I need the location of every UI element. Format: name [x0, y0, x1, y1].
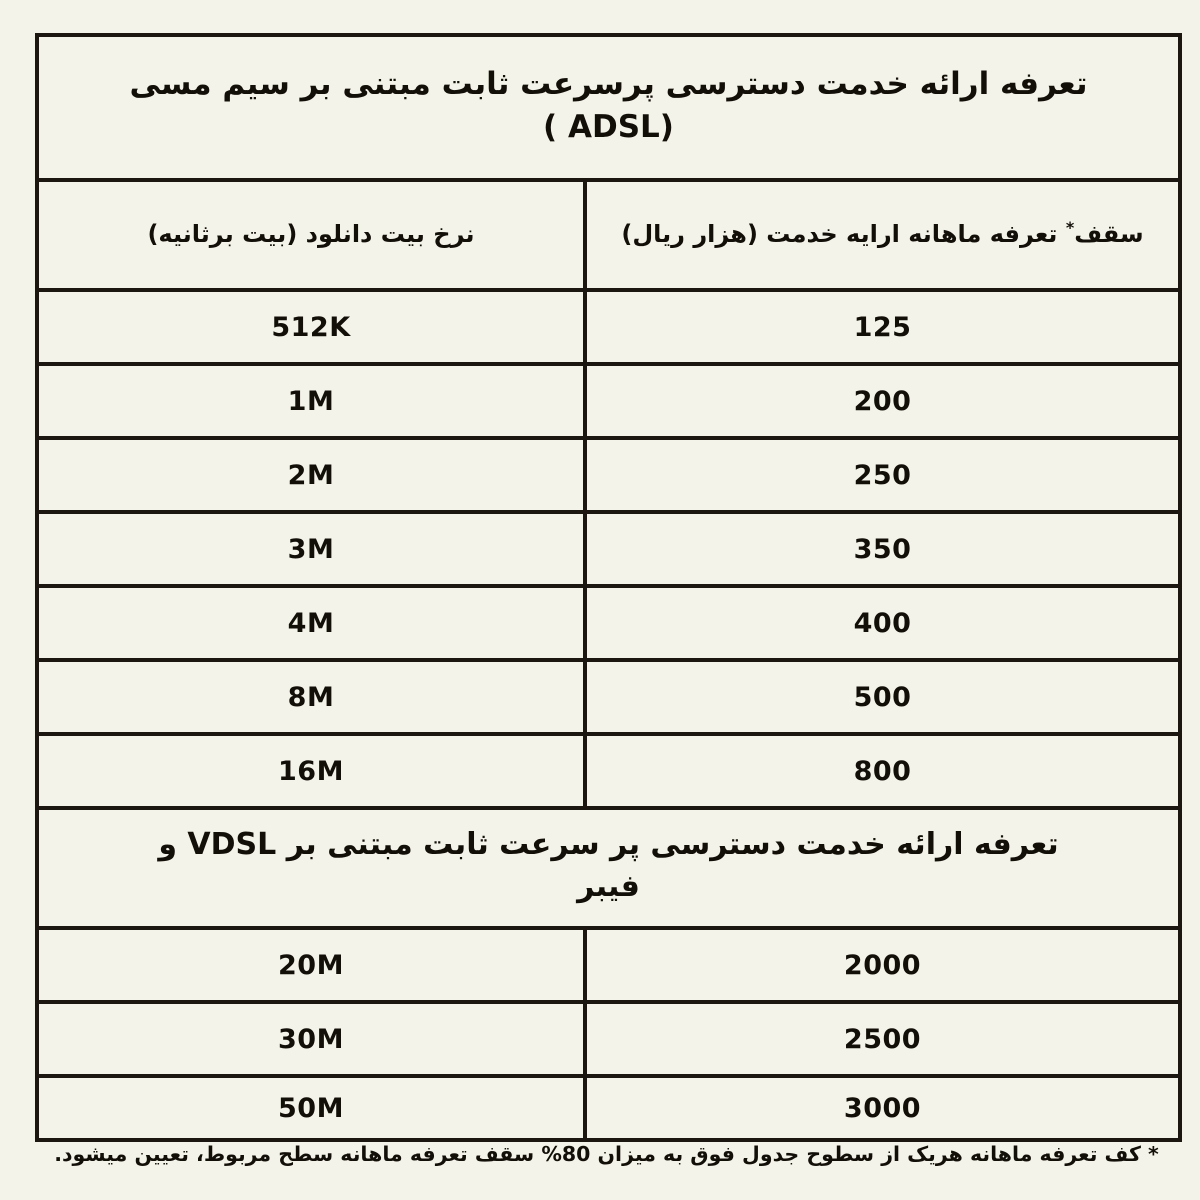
cell-price: 3000: [585, 1076, 1180, 1140]
header-price-label: [597, 219, 1168, 250]
cell-price: 400: [585, 586, 1180, 660]
adsl-section-title: [37, 35, 1180, 180]
adsl-title-row: [37, 35, 1180, 180]
table-footnote: * کف تعرفه ماهانه هریک از سطوح جدول فوق به میزان 80% سقف تعرفه ماهانه سطح مربوط، تعیین میشود.: [54, 1142, 1159, 1166]
vdsl-title-row: [37, 808, 1180, 928]
header-rate-label: نرخ بیت دانلود (بیت برثانیه): [147, 220, 475, 249]
vdsl-title-line-2: فیبر: [577, 869, 640, 904]
table-row: [37, 734, 1180, 808]
cell-rate: 2M: [37, 438, 585, 512]
table-row: [37, 586, 1180, 660]
cell-rate: 16M: [37, 734, 585, 808]
table-row: [37, 1076, 1180, 1140]
cell-price: 800: [585, 734, 1180, 808]
column-header-row: [37, 180, 1180, 290]
vdsl-title-line-1: تعرفه ارائه خدمت دسترسی پر سرعت ثابت مبتنی بر VDSL و: [158, 827, 1059, 863]
cell-rate: 8M: [37, 660, 585, 734]
cell-rate: 512K: [37, 290, 585, 364]
cell-price: 250: [585, 438, 1180, 512]
cell-rate: 20M: [37, 928, 585, 1002]
header-price-word: سقف: [1074, 220, 1144, 249]
table-row: [37, 1002, 1180, 1076]
cell-rate: 50M: [37, 1076, 585, 1140]
cell-price: 200: [585, 364, 1180, 438]
table-row: [37, 438, 1180, 512]
cell-rate: 4M: [37, 586, 585, 660]
cell-price: 125: [585, 290, 1180, 364]
cell-rate: 1M: [37, 364, 585, 438]
header-price-asterisk: *: [1065, 218, 1075, 238]
header-price-rest: تعرفه ماهانه ارایه خدمت (هزار ریال): [621, 220, 1066, 249]
table-row: [37, 660, 1180, 734]
vdsl-section-title: [37, 808, 1180, 928]
table-row: [37, 364, 1180, 438]
cell-price: 2500: [585, 1002, 1180, 1076]
table-body: [37, 35, 1180, 1140]
table-row: [37, 928, 1180, 1002]
adsl-title-line-1: تعرفه ارائه خدمت دسترسی پرسرعت ثابت مبتنی بر سیم مسی: [129, 65, 1088, 102]
table-row: [37, 512, 1180, 586]
cell-price: 500: [585, 660, 1180, 734]
header-cell-rate: [37, 180, 585, 290]
adsl-title-line-2: ( ADSL): [543, 108, 674, 145]
cell-price: 2000: [585, 928, 1180, 1002]
cell-price: 350: [585, 512, 1180, 586]
cell-rate: 3M: [37, 512, 585, 586]
tariff-table: [35, 33, 1182, 1142]
header-cell-price: [585, 180, 1180, 290]
table-row: [37, 290, 1180, 364]
cell-rate: 30M: [37, 1002, 585, 1076]
